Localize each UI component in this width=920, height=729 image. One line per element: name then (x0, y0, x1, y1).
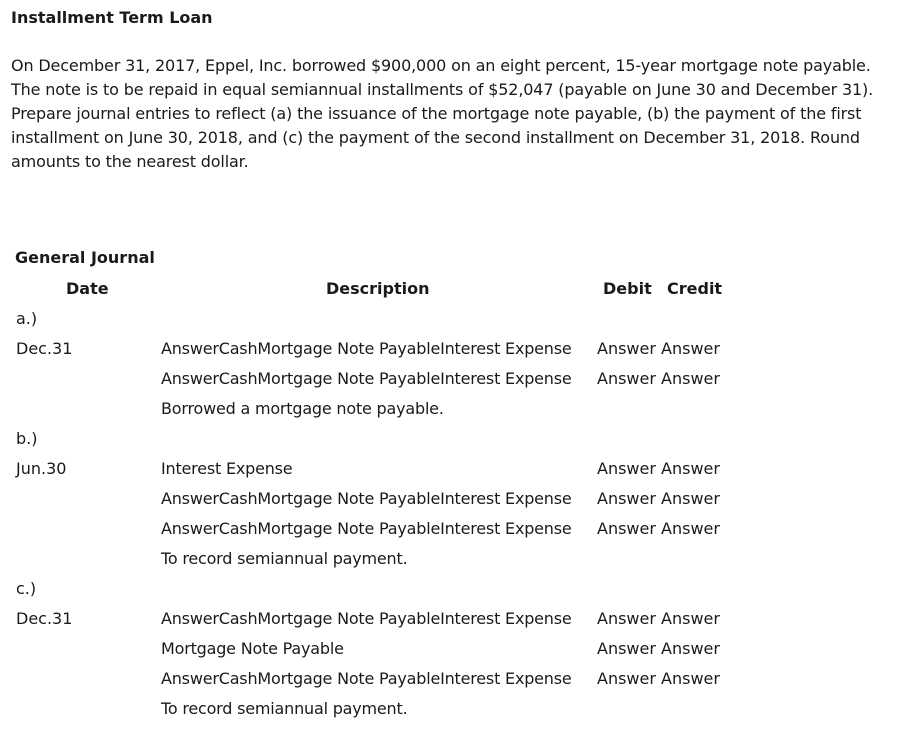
entry-b-label: b.) (16, 429, 38, 448)
entry-explanation: Borrowed a mortgage note payable. (161, 399, 444, 418)
problem-line: installment on June 30, 2018, and (c) the payment of the second installment on December 31, 2018. Round (11, 128, 860, 147)
account-select[interactable]: AnswerCashMortgage Note PayableInterest Expense (161, 519, 572, 538)
problem-statement (11, 54, 911, 174)
entry-c-label: c.) (16, 579, 37, 598)
account-select[interactable]: AnswerCashMortgage Note PayableInterest Expense (161, 669, 572, 688)
problem-line: amounts to the nearest dollar. (11, 152, 249, 171)
entry-explanation: To record semiannual payment. (161, 549, 408, 568)
account-select[interactable]: AnswerCashMortgage Note PayableInterest Expense (161, 339, 572, 358)
account-select[interactable]: AnswerCashMortgage Note PayableInterest Expense (161, 369, 572, 388)
amount-inputs[interactable]: Answer Answer (597, 489, 720, 508)
credit-column-header: Credit (667, 279, 723, 298)
amount-inputs[interactable]: Answer Answer (597, 609, 720, 628)
account-name: Interest Expense (161, 459, 293, 478)
entry-explanation: To record semiannual payment. (161, 699, 408, 718)
amount-inputs[interactable]: Answer Answer (597, 669, 720, 688)
amount-inputs[interactable]: Answer Answer (597, 459, 720, 478)
amount-inputs[interactable]: Answer Answer (597, 639, 720, 658)
entry-a-label: a.) (16, 309, 38, 328)
amount-inputs[interactable]: Answer Answer (597, 369, 720, 388)
account-name: Mortgage Note Payable (161, 639, 344, 658)
entry-a-date: Dec.31 (16, 339, 73, 358)
journal-heading: General Journal (15, 248, 155, 267)
entry-c-date: Dec.31 (16, 609, 73, 628)
problem-title: Installment Term Loan (11, 8, 213, 27)
account-select[interactable]: AnswerCashMortgage Note PayableInterest Expense (161, 489, 572, 508)
amount-inputs[interactable]: Answer Answer (597, 339, 720, 358)
amount-inputs[interactable]: Answer Answer (597, 519, 720, 538)
problem-line: Prepare journal entries to reflect (a) the issuance of the mortgage note payable, (b) the payment of the first (11, 104, 862, 123)
entry-b-date: Jun.30 (16, 459, 67, 478)
account-select[interactable]: AnswerCashMortgage Note PayableInterest Expense (161, 609, 572, 628)
problem-line: The note is to be repaid in equal semiannual installments of $52,047 (payable on June 30 and December 31). (11, 80, 874, 99)
date-column-header: Date (66, 279, 109, 298)
debit-column-header: Debit (603, 279, 652, 298)
description-column-header: Description (326, 279, 430, 298)
problem-line: On December 31, 2017, Eppel, Inc. borrowed $900,000 on an eight percent, 15-year mortgage note payable. (11, 56, 871, 75)
